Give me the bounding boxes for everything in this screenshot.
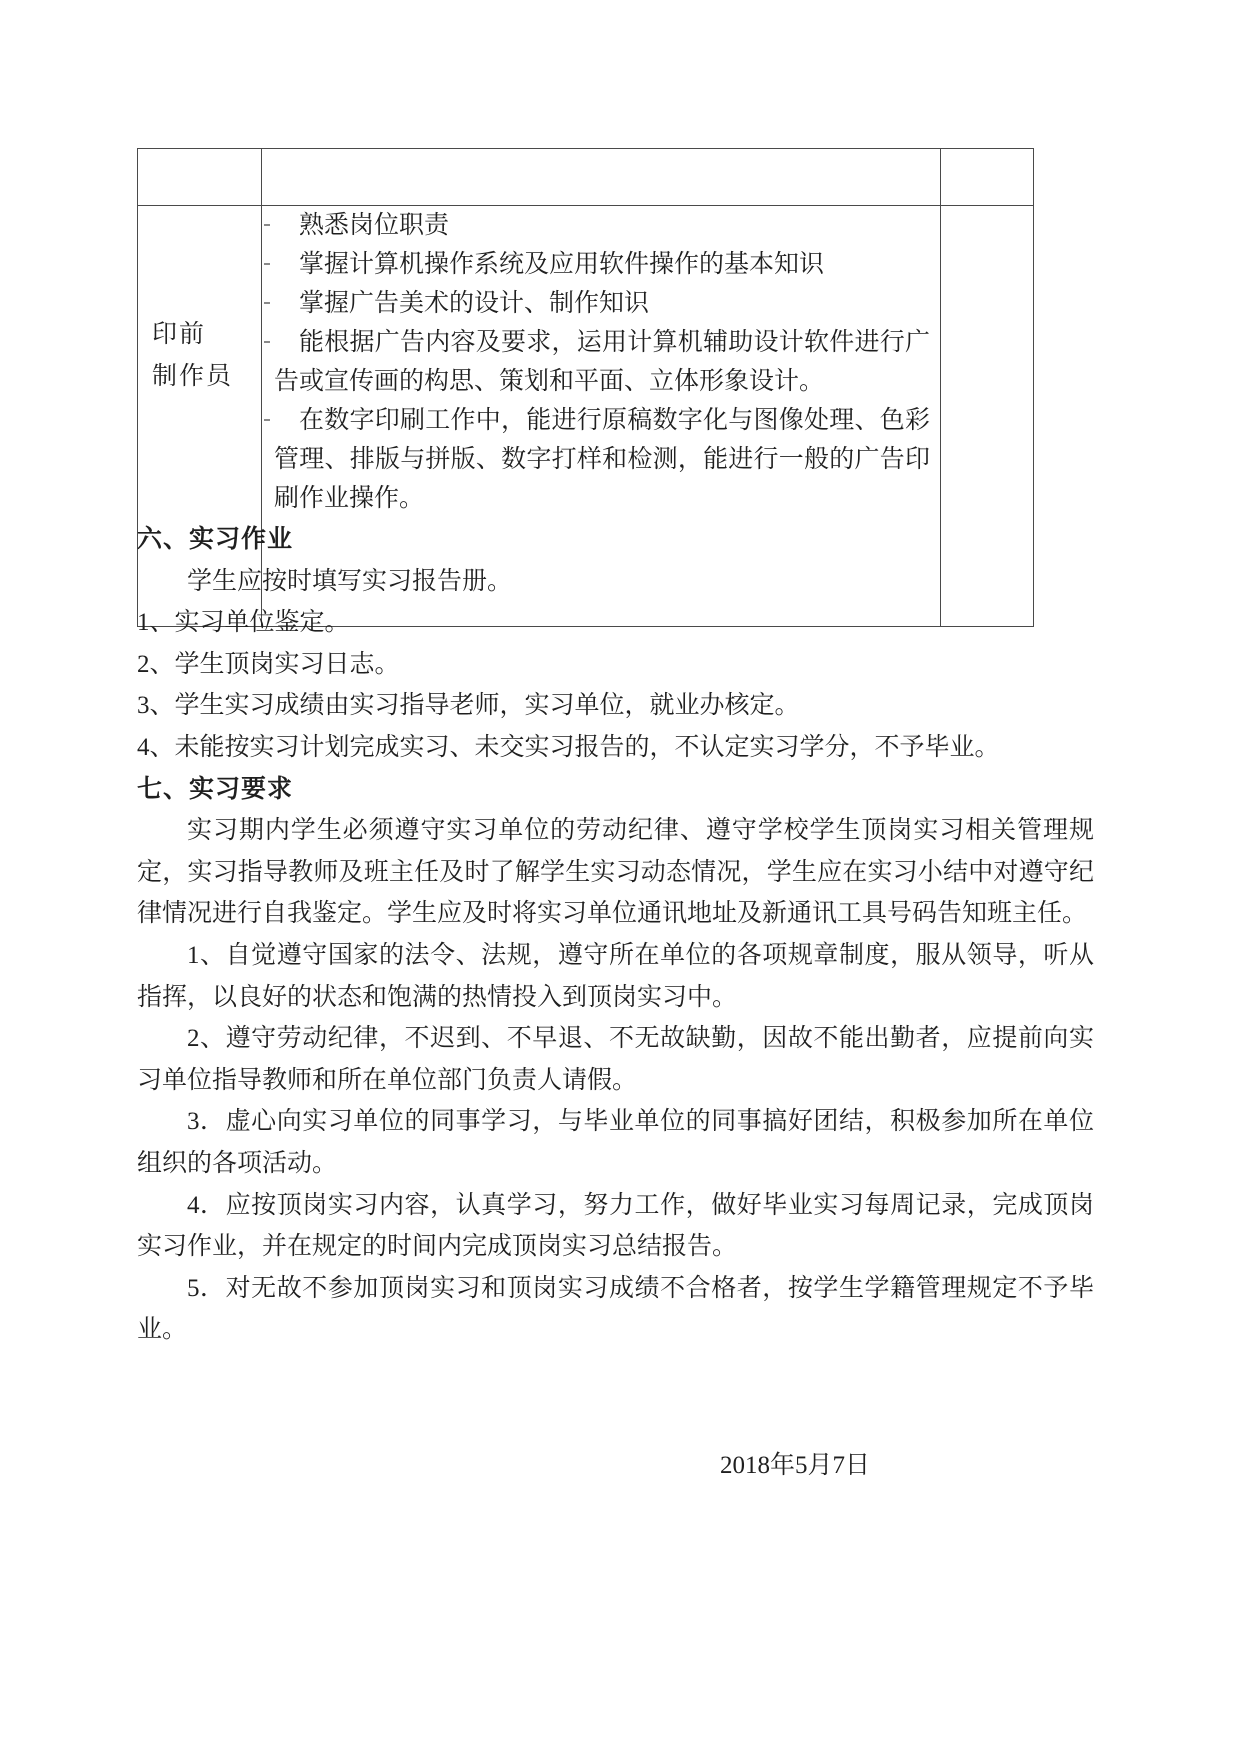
paragraph: 2、学生顶岗实习日志。 bbox=[137, 650, 400, 678]
duty-item: 掌握计算机操作系统及应用软件操作的基本知识 bbox=[274, 245, 930, 284]
job-title-line: 制作员 bbox=[152, 363, 234, 390]
paragraph: 3．虚心向实习单位的同事学习，与毕业单位的同事搞好团结，积极参加所在单位组织的各项活动。 bbox=[137, 1108, 1094, 1177]
table-header-cell-duty bbox=[262, 149, 941, 206]
duty-item: 在数字印刷工作中，能进行原稿数字化与图像处理、色彩管理、排版与拼版、数字打样和检测，能进行一般的广告印刷作业操作。 bbox=[274, 401, 930, 518]
table-header-row bbox=[138, 149, 1034, 206]
paragraph: 5．对无故不参加顶岗实习和顶岗实习成绩不合格者，按学生学籍管理规定不予毕业。 bbox=[137, 1274, 1094, 1344]
section-heading: 六、实习作业 bbox=[137, 526, 294, 553]
paragraph: 1、实习单位鉴定。 bbox=[137, 609, 350, 637]
paragraph: 1、自觉遵守国家的法令、法规，遵守所在单位的各项规章制度，服从领导，听从指挥，以良好的状态和饱满的热情投入到顶岗实习中。 bbox=[137, 941, 1094, 1011]
paragraph: 实习期内学生必须遵守实习单位的劳动纪律、遵守学校学生顶岗实习相关管理规定，实习指导教师及班主任及时了解学生实习动态情况，学生应在实习小结中对遵守纪律情况进行自我鉴定。学生应及时将实习单位通讯地址及新通讯工具号码告知班主任。 bbox=[137, 817, 1094, 928]
paragraph: 3、学生实习成绩由实习指导老师，实习单位，就业办核定。 bbox=[137, 692, 800, 720]
table-header-cell-job bbox=[138, 149, 262, 206]
document-date: 2018年5月7日 bbox=[719, 1452, 870, 1479]
duty-item: 熟悉岗位职责 bbox=[274, 206, 930, 245]
duty-item: 掌握广告美术的设计、制作知识 bbox=[274, 284, 930, 323]
document-body bbox=[137, 519, 1094, 1351]
paragraph: 2、遵守劳动纪律，不迟到、不早退、不无故缺勤，因故不能出勤者，应提前向实习单位指导教师和所在单位部门负责人请假。 bbox=[137, 1025, 1094, 1094]
job-title-line: 印前 bbox=[152, 321, 207, 348]
section-heading: 七、实习要求 bbox=[137, 775, 294, 803]
table-header-cell-note bbox=[941, 149, 1034, 206]
paragraph: 4、未能按实习计划完成实习、未交实习报告的，不认定实习学分，不予毕业。 bbox=[137, 733, 1000, 761]
duty-item: 能根据广告内容及要求，运用计算机辅助设计软件进行广告或宣传画的构思、策划和平面、立体形象设计。 bbox=[274, 323, 930, 401]
paragraph: 4．应按顶岗实习内容，认真学习，努力工作，做好毕业实习每周记录，完成顶岗实习作业，并在规定的时间内完成顶岗实习总结报告。 bbox=[137, 1191, 1094, 1261]
paragraph: 学生应按时填写实习报告册。 bbox=[187, 567, 513, 595]
